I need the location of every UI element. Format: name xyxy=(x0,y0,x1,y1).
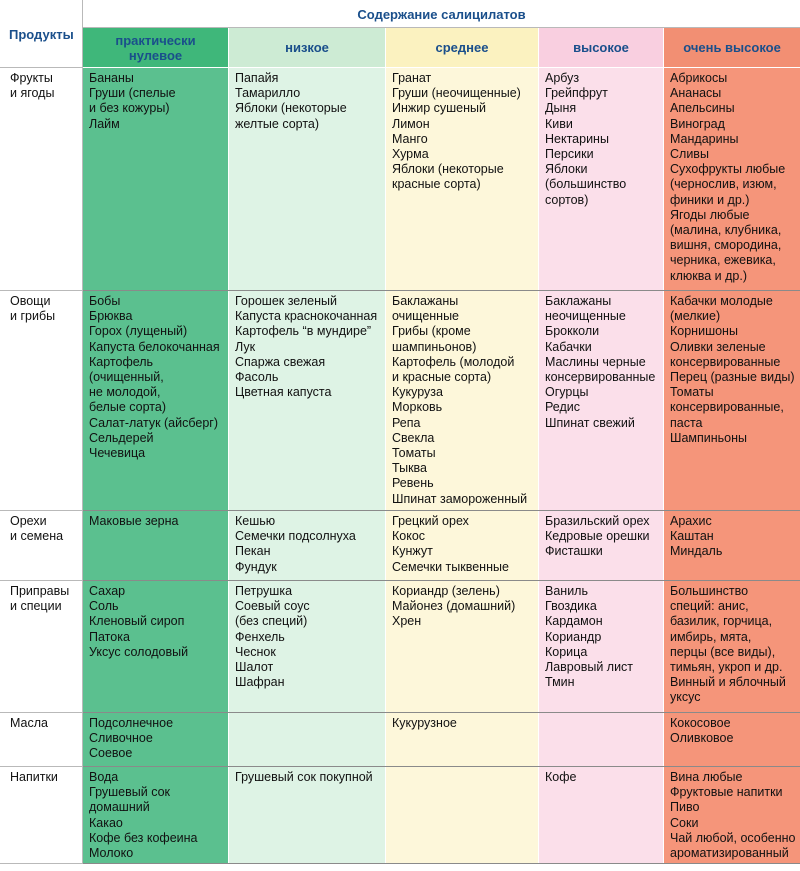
category-cell: Масла xyxy=(1,713,83,767)
table-body xyxy=(1,68,800,864)
food-list-cell: Маковые зерна xyxy=(83,511,229,581)
food-list-cell: Кукурузное xyxy=(386,713,539,767)
food-list-cell: Арбуз Грейпфрут Дыня Киви Нектарины Персики Яблоки (большинство сортов) xyxy=(539,68,664,291)
level-header-3: высокое xyxy=(539,28,664,68)
products-header: Продукты xyxy=(1,1,83,68)
category-cell: Овощи и грибы xyxy=(1,291,83,511)
food-list-cell: Бразильский орех Кедровые орешки Фисташки xyxy=(539,511,664,581)
category-cell: Орехи и семена xyxy=(1,511,83,581)
level-header-4: очень высокое xyxy=(664,28,800,68)
food-list-cell: Большинство специй: анис, базилик, горчица, имбирь, мята, перцы (все виды), тимьян, укроп и др. Винный и яблочный уксус xyxy=(664,581,800,713)
food-list-cell: Грецкий орех Кокос Кунжут Семечки тыквенные xyxy=(386,511,539,581)
category-cell: Фрукты и ягоды xyxy=(1,68,83,291)
food-list-cell: Подсолнечное Сливочное Соевое xyxy=(83,713,229,767)
level-header-0: практически нулевое xyxy=(83,28,229,68)
level-header-2: среднее xyxy=(386,28,539,68)
level-header-row xyxy=(1,28,800,68)
table-row xyxy=(1,68,800,291)
food-list-cell: Баклажаны неочищенные Брокколи Кабачки Маслины черные консервированные Огурцы Редис Шпинат свежий xyxy=(539,291,664,511)
food-list-cell: Гранат Груши (неочищенные) Инжир сушеный Лимон Манго Хурма Яблоки (некоторые красные сорта) xyxy=(386,68,539,291)
category-cell: Приправы и специи xyxy=(1,581,83,713)
table-row xyxy=(1,291,800,511)
food-list-cell xyxy=(229,713,386,767)
food-list-cell: Бобы Брюква Горох (лущеный) Капуста белокочанная Картофель (очищенный, не молодой, белые сорта) Салат-латук (айсберг) Сельдерей Чечевица xyxy=(83,291,229,511)
food-list-cell: Арахис Каштан Миндаль xyxy=(664,511,800,581)
table-row xyxy=(1,511,800,581)
table-row xyxy=(1,767,800,864)
food-list-cell: Кориандр (зелень) Майонез (домашний) Хрен xyxy=(386,581,539,713)
food-list-cell: Кокосовое Оливковое xyxy=(664,713,800,767)
food-list-cell: Горошек зеленый Капуста краснокочанная Картофель “в мундире” Лук Спаржа свежая Фасоль Цветная капуста xyxy=(229,291,386,511)
food-list-cell: Кофе xyxy=(539,767,664,864)
table-row xyxy=(1,581,800,713)
food-list-cell: Сахар Соль Кленовый сироп Патока Уксус солодовый xyxy=(83,581,229,713)
level-header-1: низкое xyxy=(229,28,386,68)
category-cell: Напитки xyxy=(1,767,83,864)
food-list-cell: Абрикосы Ананасы Апельсины Виноград Мандарины Сливы Сухофрукты любые (чернослив, изюм, финики и др.) Ягоды любые (малина, клубника, вишня, смородина, черника, ежевика, клюква и др.) xyxy=(664,68,800,291)
food-list-cell: Баклажаны очищенные Грибы (кроме шампиньонов) Картофель (молодой и красные сорта) Кукуруза Морковь Репа Свекла Томаты Тыква Ревень Шпинат замороженный xyxy=(386,291,539,511)
salicylate-header: Содержание салицилатов xyxy=(83,1,800,28)
food-list-cell xyxy=(539,713,664,767)
food-list-cell: Бананы Груши (спелые и без кожуры) Лайм xyxy=(83,68,229,291)
food-list-cell: Грушевый сок покупной xyxy=(229,767,386,864)
table-row xyxy=(1,713,800,767)
food-list-cell xyxy=(386,767,539,864)
food-list-cell: Вина любые Фруктовые напитки Пиво Соки Чай любой, особенно ароматизированный xyxy=(664,767,800,864)
food-list-cell: Петрушка Соевый соус (без специй) Фенхель Чеснок Шалот Шафран xyxy=(229,581,386,713)
food-list-cell: Папайя Тамарилло Яблоки (некоторые желтые сорта) xyxy=(229,68,386,291)
food-list-cell: Кабачки молодые (мелкие) Корнишоны Оливки зеленые консервированные Перец (разные виды) Томаты консервированные, паста Шампиньоны xyxy=(664,291,800,511)
food-list-cell: Ваниль Гвоздика Кардамон Кориандр Корица Лавровый лист Тмин xyxy=(539,581,664,713)
food-list-cell: Кешью Семечки подсолнуха Пекан Фундук xyxy=(229,511,386,581)
food-list-cell: Вода Грушевый сок домашний Какао Кофе без кофеина Молоко xyxy=(83,767,229,864)
